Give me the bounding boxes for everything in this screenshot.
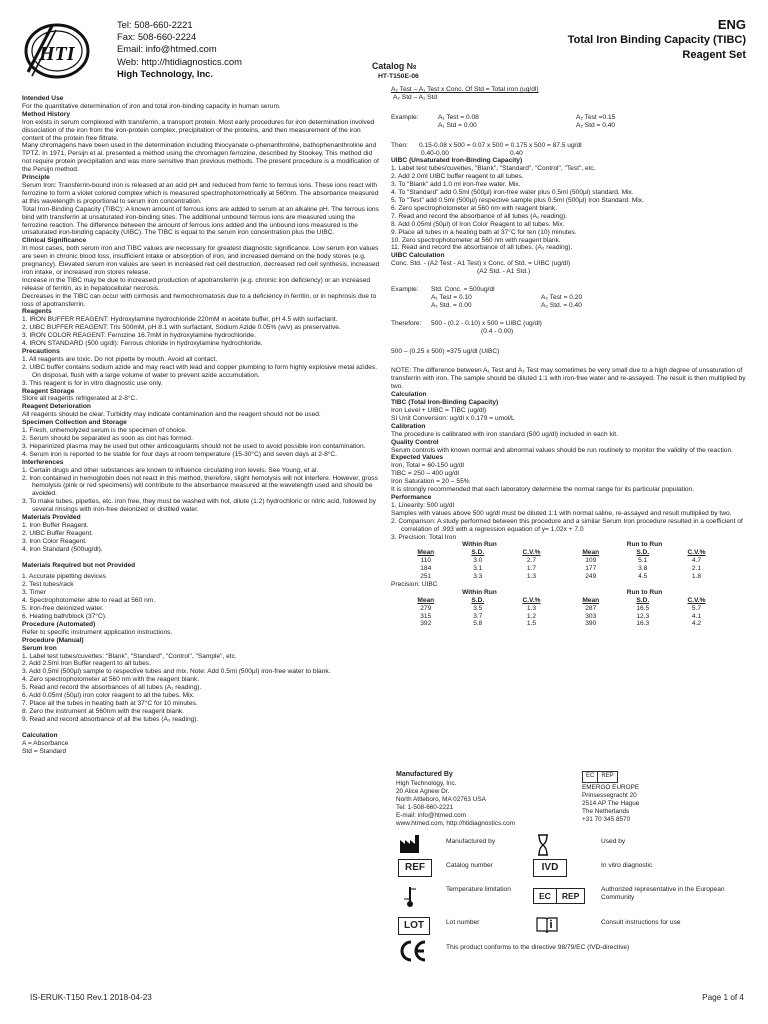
list-item: 2. Serum should be separated as soon as clot has formed. [22, 434, 193, 442]
cell: 1.3 [526, 573, 537, 581]
ec-rep-symbol-icon [533, 888, 585, 904]
note: NOTE: The difference between A₁ Test and A₂ Test may sometimes be very small due to a high degree of unsaturation of transferrin with iron. The sample should be diluted 1:1 with iron-free water and re-assayed. The result is then multiplied by two. [391, 367, 746, 391]
list-item: 2. Add 2.0ml UIBC buffer reagent to all tubes. [391, 173, 524, 181]
table-row [397, 557, 727, 565]
list-item: 10. Zero spectrophotometer at 560 nm with reagent blank. [391, 236, 561, 244]
symbols-legend [396, 834, 746, 992]
cell: 1.3 [526, 604, 537, 612]
list-item: 5. Iron-free deionized water. [22, 605, 104, 613]
col-header: S.D. [636, 596, 650, 604]
cell: 303 [585, 612, 597, 620]
section-heading: Calculation [22, 731, 58, 739]
list-item: 2. Add 2.5ml Iron Buffer reagent to all tubes. [22, 660, 151, 668]
rep-label: REP [601, 773, 614, 779]
right-column [391, 86, 749, 628]
therefore-result: 500 – (0.25 x 500) =375 ug/dl (UIBC) [391, 347, 500, 355]
col-header: S.D. [636, 549, 650, 557]
list-item: 6. Heating bath/block (37°C). [22, 613, 107, 620]
example-row [391, 302, 749, 310]
list-item: 4. Iron Standard (500ug/dl). [22, 545, 103, 553]
paragraph: It is strongly recommended that each laboratory determine the normal range for its particular population. [391, 486, 695, 494]
symbol-label: Manufactured by [446, 838, 496, 845]
section-heading: Serum Iron [22, 644, 57, 652]
cell: 3.1 [473, 565, 483, 573]
within-run-label: Within Run [462, 588, 497, 596]
then-denominator-2: 0.40 [510, 149, 523, 157]
cell: 3.8 [638, 565, 648, 573]
cell: 2.7 [526, 557, 537, 565]
cell: 1.2 [526, 612, 537, 620]
col-header: Mean [417, 549, 435, 557]
col-header: S.D. [471, 549, 485, 557]
example-row [391, 114, 749, 122]
section-heading: Calibration [391, 422, 426, 430]
section-heading: Method History [22, 110, 70, 118]
formula-denominator: A₂ Std – A₁ Std [393, 93, 438, 101]
manufacturer-line: High Technology, Inc. [396, 779, 457, 787]
symbol-label: Catalog number [446, 862, 493, 869]
section-heading: Quality Control [391, 438, 439, 446]
list-item: 4. To "Standard" add 0.5ml (500µl) iron-free water plus 0.5ml (500µl) standard. Mix. [391, 189, 634, 197]
list-item: 2. Iron contained in hemoglobin does not react in this method, therefore, slight hemolysis will not interfere. However, gross hemolysis (pink or red specimens) will contribute to the absorbance measured at the wavelength used and should be avoided. [22, 474, 378, 498]
section-heading: Procedure (Automated) [22, 620, 96, 628]
section-heading: Reagents [22, 308, 52, 316]
cell: 16.3 [636, 620, 650, 628]
cell: 5.7 [691, 604, 702, 612]
ce-mark-icon [398, 939, 428, 963]
paragraph: The procedure is calibrated with iron standard (500 ug/dl) included in each kit. [391, 430, 618, 438]
paragraph: Many chromagens have been used in the determination including thiocyanate o-phenanthroline, bathophenanthroline and TPTZ. In 1971, Persijn et al. presented a method using the chromagen ferrozine, described by Stookey. This method did not require protein precipitation and was more sensitive than previous methods. The present procedure is a modification of the Persijn method. [22, 142, 379, 174]
ec-rep-line: +31 70 345 8570 [582, 815, 631, 823]
col-header: Mean [582, 549, 600, 557]
manufacturer-heading: Manufactured By [396, 771, 453, 778]
list-item: 1. Fresh, unhemolyzed serum is the specimen of choice. [22, 427, 187, 435]
section-heading: Procedure (Manual) [22, 636, 84, 644]
precision-table-uibc [397, 589, 727, 629]
cell: 184 [420, 565, 432, 573]
document-title: Total Iron Binding Capacity (TIBC) [567, 33, 746, 46]
example-value: A₂ Std = 0.40 [576, 121, 616, 129]
cell: 4.7 [691, 557, 702, 565]
list-item: 5. To "Test" add 0.5ml (500µl) respective sample plus 0.5ml (500µl) Iron Standard. Mix. [391, 196, 644, 204]
factory-icon [399, 834, 421, 854]
run-to-run-label: Run to Run [626, 588, 663, 596]
cell: 110 [420, 557, 432, 565]
list-item: 7. Place all the tubes in heating bath at 37°C for 10 minutes. [22, 699, 198, 707]
book-info-icon [536, 916, 558, 934]
catalog-number: HT-T150E-06 [378, 73, 419, 80]
formula-numerator: A₂ Test – A₁ Test x Conc. Of Std = Total iron (ug/dl) [391, 86, 539, 93]
section-heading: UIBC (Unsaturated Iron-Binding Capacity) [391, 157, 523, 165]
section-heading: Specimen Collection and Storage [22, 419, 127, 427]
section-heading: Performance [391, 493, 432, 501]
company-name: High Technology, Inc. [117, 67, 214, 79]
section-heading: Principle [22, 174, 50, 182]
paragraph: Serum controls with known normal and abnormal values should be run routinely to monitor the validity of the reaction. [391, 446, 733, 454]
ec-rep-line: 2514 AP The Hague [582, 799, 640, 807]
example-value: A₁ Std. = 0.00 [431, 301, 472, 309]
cell: 251 [420, 573, 432, 581]
list-item: 1. Label test tubes/cuvettes, "Blank", "Standard", "Control", "Test", etc. [391, 165, 596, 173]
svg-text:HTI: HTI [39, 43, 75, 65]
cell: 315 [420, 612, 432, 620]
cell: 249 [585, 573, 597, 581]
paragraph: SI Unit Conversion: ug/dl x 0.179 = umol/L [391, 414, 515, 422]
list-item: 7. Read and record the absorbance of all tubes (A₁ reading). [391, 212, 567, 220]
section-heading: Intended Use [22, 95, 64, 102]
list-item: 8. Zero the instrument at 560nm with the reagent blank. [22, 707, 185, 715]
example-value: Std. Conc. = 500ug/dl [431, 286, 495, 294]
cell: 4.1 [691, 612, 702, 620]
section-heading: Reagent Storage [22, 387, 75, 395]
list-item: 9. Place all tubes in a heating bath at 37°C for ten (10) minutes. [391, 228, 577, 236]
example-value: A₂ Test = 0.20 [541, 293, 583, 301]
paragraph: Std = Standard [22, 747, 67, 755]
left-column [22, 95, 382, 755]
table-row [397, 605, 727, 613]
example-label: Example: [391, 113, 419, 121]
list-item: 3. Iron Color Reagent. [22, 537, 87, 545]
document-subtitle: Reagent Set [682, 48, 746, 61]
cell: 5.8 [473, 620, 483, 628]
list-item: 4. Zero spectrophotometer at 560 nm with the reagent blank. [22, 676, 200, 684]
hti-logo [22, 20, 92, 82]
list-item: 11. Read and record the absorbance of all tubes. (A₂ reading). [391, 244, 573, 252]
cell: 1.5 [526, 620, 537, 628]
manufacturer-line: E-mail: info@htmed.com [396, 811, 467, 819]
ec-rep-icon [582, 771, 618, 783]
table-row [397, 613, 727, 621]
list-item: 1. Linearity: 500 ug/dl [391, 501, 455, 509]
cell: 3.0 [473, 557, 483, 565]
list-item: 3. IRON COLOR REAGENT: Ferrozine 16.7mM in hydroxylamine hydrochloride. [22, 332, 256, 340]
example-value: A₂ Std. = 0.40 [541, 301, 582, 309]
section-heading: TIBC (Total Iron-Binding Capacity) [391, 399, 499, 407]
list-item: 6. Add 0.05ml (50µl) iron color reagent to all the tubes. Mix. [22, 692, 195, 700]
col-header: C.V.% [687, 596, 706, 604]
cell: 1.7 [526, 565, 537, 573]
ivd-icon: IVD [533, 859, 567, 877]
rep-label: REP [561, 891, 580, 901]
cell: 12.3 [636, 612, 650, 620]
tel: Tel: 508-660-2221 [117, 19, 193, 30]
cell: 3.3 [473, 573, 483, 581]
table-row [397, 620, 727, 628]
list-item: 4. Serum iron is reported to be stable for four days at room temperature (15-30°C) and seven days at 2-8°C. [22, 450, 337, 458]
section-heading: Materials Required but not Provided [22, 561, 136, 569]
document-header [568, 17, 746, 63]
paragraph: Iron, Total = 60-150 ug/dl [391, 462, 465, 470]
example-row [391, 294, 749, 302]
cell: 109 [585, 557, 597, 565]
run-to-run-label: Run to Run [626, 541, 663, 549]
col-header: C.V.% [687, 549, 706, 557]
page-number: Page 1 of 4 [702, 993, 744, 1002]
list-item: 2. UIBC buffer contains sodium azide and may react with lead and copper plumbing to form highly explosive metal azides. On disposal, flush with a large volume of water to prevent azide accumulation. [22, 363, 378, 379]
example-label: Example: [391, 286, 419, 294]
list-item: 2. UIBC Buffer Reagent. [22, 529, 93, 537]
paragraph: Samples with values above 500 ug/dl must be diluted 1:1 with normal saline, re-assayed and result multiplied by two. [391, 509, 732, 517]
paragraph: All reagents should be clear. Turbidity may indicate contamination and the reagent should not be used. [22, 411, 321, 419]
cell: 1.8 [691, 573, 702, 581]
cell: 392 [420, 620, 432, 628]
cell: 177 [585, 565, 597, 573]
cell: 4.2 [691, 620, 702, 628]
list-item: 1. Certain drugs and other substances are known to influence circulating iron levels. See Young, et al. [22, 466, 319, 474]
section-heading: Reagent Deterioration [22, 403, 91, 411]
cell: 287 [585, 604, 597, 612]
lot-icon: LOT [398, 917, 430, 935]
thermometer-icon [400, 885, 420, 909]
document-revision: IS-ERUK-T150 Rev.1 2018-04-23 [30, 993, 152, 1002]
table-row [397, 573, 727, 581]
precision-uibc-label: Precision: UIBC [391, 580, 438, 588]
paragraph: Store all reagents refrigerated at 2-8°C. [22, 395, 138, 403]
list-item: 3. Heparinized plasma may be used but other anticoagulants should not be used to avoid possible iron contamination. [22, 442, 366, 450]
list-item: 1. Iron Buffer Reagent. [22, 521, 89, 529]
example-value: A₁ Std = 0.00 [438, 121, 477, 129]
example-row [391, 286, 749, 294]
symbol-label: This product conforms to the directive 98/79/EC (IVD-directive) [446, 944, 630, 951]
cell: 3.7 [473, 612, 483, 620]
paragraph: Serum Iron: Transferrin-bound iron is released at an acid pH and reduced from ferric to ferrous ions. These ions react with ferrozine to form a violet colored complex which is measured spectrophotometrically at 560nm. The absorbance measured at this wavelength is proportional to serum iron concentration. [22, 181, 379, 205]
col-header: C.V.% [522, 596, 541, 604]
paragraph: A = Absorbance [22, 739, 69, 747]
uibc-formula-denominator: (A2 Std. - A1 Std.) [477, 268, 531, 276]
paragraph: In most cases, both serum iron and TIBC values are necessary for greatest diagnostic significance. Low serum iron values are seen in chronic blood loss, insufficient intake or absorption of iron, and increased demand on the body stores (e.g. pregnancy). Elevated serum iron values are seen in increased red cell destruction, decreased red cell synthesis, increased iron intake, or increased iron stores release. [22, 245, 380, 276]
list-item: 3. To make tubes, pipettes, etc. iron free, they must be washed with hot, dilute (1:2) hydrochloric or nitric acid, followed by several rinsings with iron-free deionized or distilled water. [22, 498, 376, 514]
list-item: 6. Zero spectrophotometer at 560 nm with reagent blank. [391, 204, 558, 212]
manufacturer-line: 20 Alice Agnew Dr. [396, 787, 450, 795]
ec-label: EC [534, 889, 557, 903]
cell: 16.5 [636, 604, 650, 612]
paragraph: Increase in the TIBC may be due to increased production of apotransferrin (e.g. chronic iron deficiency) or an increased release of ferritin, as in hepatocellular necrosis. [22, 276, 371, 292]
col-header: Mean [417, 596, 435, 604]
list-item: 5. Read and record the absorbances of all tubes (A₁ reading). [22, 684, 202, 692]
therefore-formula: 500 - (0.2 - 0.10) x 500 = UIBC (ug/dl) [431, 319, 542, 327]
web[interactable]: Web: http://htidiagnostics.com [117, 55, 242, 67]
list-item: 3. Precision: Total Iron [391, 533, 457, 541]
example-value: A₁ Test = 0.10 [431, 293, 472, 301]
section-heading: Calculation [391, 391, 427, 399]
list-item: 3. To "Blank" add 1.0 ml iron-free water. Mix. [391, 181, 521, 189]
list-item: 4. IRON STANDARD (500 ug/dl): Ferrous chloride in hydroxylamine hydrochloride. [22, 340, 263, 348]
ec-label: EC [583, 772, 598, 782]
example-value: A₁ Test = 0.08 [438, 113, 479, 121]
section-heading: UIBC Calculation [391, 252, 445, 260]
list-item: 1. All reagents are toxic. Do not pipette by mouth. Avoid all contact. [22, 355, 218, 363]
section-heading: Interferences [22, 458, 64, 466]
then-formula: 0.15-0.08 x 500 = 0.07 x 500 = 0.175 x 500 = 87.5 ug/dl [419, 141, 582, 149]
symbol-label: Used by [601, 838, 626, 845]
list-item: 1. IRON BUFFER REAGENT: Hydroxylamine hydrochloride 220mM in acetate buffer, pH 4.5 with surfactant. [22, 316, 338, 324]
within-run-label: Within Run [462, 541, 497, 549]
col-header: Mean [582, 596, 600, 604]
paragraph: Refer to specific instrument application instructions. [22, 628, 173, 636]
paragraph: Iron Saturation = 20 – 55% [391, 478, 470, 486]
cell: 5.1 [638, 557, 648, 565]
therefore-label: Therefore: [391, 319, 422, 327]
contact-info [117, 19, 242, 80]
paragraph: Iron exists in serum complexed with transferrin, a transport protein. Most early procedures for iron determination involved dissociation of the iron from the iron-protein complex, precipitation of the proteins, and then measurement of the iron content of the protein free filtrate. [22, 118, 375, 142]
language-code: ENG [717, 17, 746, 32]
list-item: 2. Comparison: A study performed between this procedure and a similar Serum Iron procedure resulted in a coefficient of correlation of .993 with a regression equation of y= 1.02x + 7.0 [391, 517, 743, 533]
list-item: 2. UIBC BUFFER REAGENT: Tris 500mM, pH 8.1 with surfactant, Sodium Azide 0.05% (w/v) as preservative. [22, 324, 341, 332]
ec-rep-block [582, 771, 639, 824]
list-item: 1. Label test tubes/cuvettes: "Blank", "Standard", "Control", "Sample", etc. [22, 652, 237, 660]
email[interactable]: Email: info@htmed.com [117, 43, 217, 55]
ec-rep-line: The Netherlands [582, 807, 630, 815]
list-item: 3. Add 0.5ml (500µl) sample to respective tubes and mix. Note: Add 0.5ml (500µl) iron-free water to blank. [22, 668, 331, 676]
symbol-label: Consult instructions for use [601, 919, 681, 926]
paragraph: Decreases in the TIBC can occur with cirrhosis and hemochromatosis due to a deficiency in ferritin, or in nephrosis due to loss of apotransferrin. [22, 292, 377, 308]
manufacturer-block [396, 771, 515, 828]
ref-icon: REF [398, 859, 432, 877]
therefore-denominator: (0.4 - 0.00) [481, 327, 514, 335]
cell: 390 [585, 620, 597, 628]
symbol-label: In vitro diagnostic [601, 862, 653, 869]
cell: 2.1 [691, 565, 702, 573]
list-item: 8. Add 0.05ml (50µl) of Iron Color Reagent to all tubes. Mix. [391, 220, 565, 228]
example-value: A₂ Test =0.15 [576, 113, 616, 121]
uibc-formula: Conc. Std. - (A2 Test - A1 Test) x Conc. of Std. = UIBC (ug/dl) [391, 260, 571, 268]
table-row [397, 565, 727, 573]
cell: 4.5 [638, 573, 648, 581]
cell: 279 [420, 604, 432, 612]
then-row [391, 142, 749, 150]
list-item: 2. Test tubes/rack [22, 581, 74, 589]
hourglass-icon [536, 834, 550, 856]
list-item: 1. Accurate pipetting devices [22, 573, 106, 581]
col-header: S.D. [471, 596, 485, 604]
manufacturer-line: Tel: 1-508-660-2221 [396, 803, 454, 811]
therefore-row [391, 320, 749, 328]
paragraph: Total Iron-Binding Capacity (TIBC): A known amount of ferrous ions are added to serum at an alkaline pH. The ferrous ions bind with transferrin at unsaturated iron-binding sites. The additional unbound ferrous ions are measured using the ferrozine reaction. The difference between the amount of ferrous ions added and the unbound ions measured is the unsaturated iron-binding capacity (UIBC). The TIBC is equal to the serum iron concentration plus the UIBC. [22, 205, 379, 237]
symbol-label: Temperature limitation [446, 886, 511, 893]
paragraph: TIBC = 250 – 400 ug/dl [391, 470, 459, 478]
catalog-label: Catalog № [372, 61, 417, 71]
symbol-label: Authorized representative in the European Community [601, 886, 725, 901]
precision-table-iron [397, 541, 727, 581]
section-heading: Materials Provided [22, 514, 81, 522]
then-label: Then: [391, 141, 408, 149]
example-row [391, 122, 749, 130]
section-heading: Expected Values [391, 454, 444, 462]
col-header: C.V.% [522, 549, 541, 557]
manufacturer-line: www.htmed.com, http://htidiagnostics.com [396, 819, 515, 827]
list-item: 3. This reagent is for in vitro diagnostic use only. [22, 379, 163, 387]
ec-rep-line: EMERGO EUROPE [582, 783, 640, 791]
then-denominator [391, 150, 749, 158]
fax: Fax: 508-660-2224 [117, 31, 197, 43]
paragraph: Iron Level + UIBC = TIBC (ug/dl) [391, 407, 487, 414]
ec-rep-line: Prinsessegracht 20 [582, 791, 637, 799]
symbol-label: Lot number [446, 919, 480, 926]
then-denominator-1: 0.40-0.00 [421, 149, 449, 157]
list-item: 3. Timer [22, 589, 46, 597]
section-heading: Precautions [22, 348, 60, 355]
list-item: 4. Spectrophotometer able to read at 560 nm. [22, 597, 156, 605]
list-item: 9. Read and record absorbance of all the tubes (A₂ reading). [22, 715, 199, 723]
paragraph: For the quantitative determination of iron and total iron-binding capacity in human serum. [22, 102, 281, 110]
manufacturer-line: North Attleboro, MA 02763 USA [396, 795, 486, 803]
cell: 3.5 [473, 604, 483, 612]
section-heading: Clinical Significance [22, 237, 87, 245]
